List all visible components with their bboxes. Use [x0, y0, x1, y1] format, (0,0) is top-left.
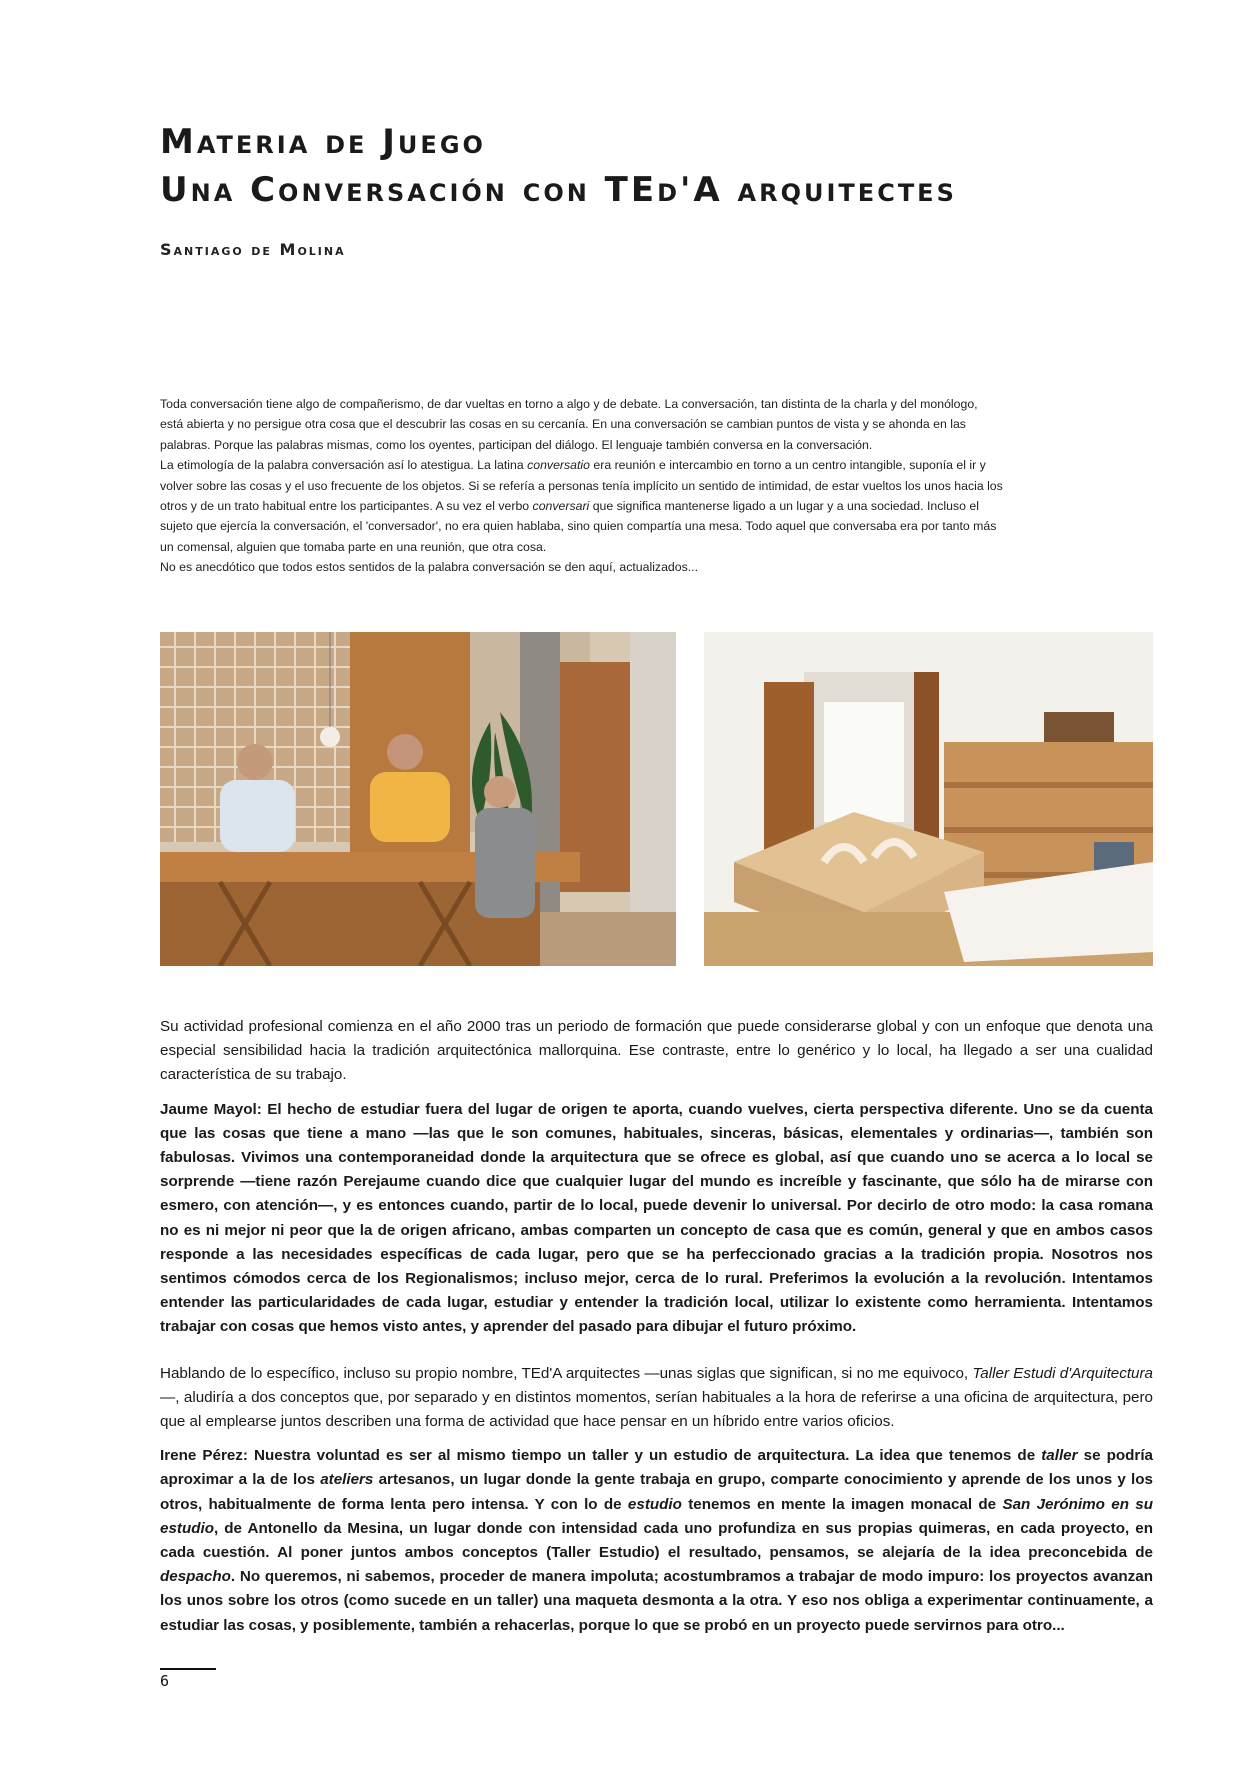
- intro-text: [160, 394, 1004, 578]
- italic-text: ateliers: [320, 1471, 374, 1489]
- intro-paragraph: [160, 557, 1004, 577]
- intro-paragraph: [160, 455, 1004, 557]
- text-run: —, aludiría a dos conceptos que, por separado y en distintos momentos, serían habituales a la hora de referirse a una oficina de arquitectura, pero que al emplearse juntos describen una forma de actividad que hace pensar en un híbrido entre varios oficios.: [160, 1388, 1153, 1431]
- footer-rule: [160, 1668, 216, 1670]
- italic-text: conversatio: [527, 458, 590, 473]
- text-run: . No queremos, ni sabemos, proceder de manera impoluta; acostumbramos a trabajar de modo impuro: los proyectos avanzan los unos sobre los otros (como sucede en un taller) una maqueta desmonta a la otra. Y eso nos obliga a experimentar continuamente, a estudiar las cosas, y posiblemente, también a rehacerlas, porque lo que se probó en un proyecto puede servirnos para otro...: [160, 1568, 1153, 1634]
- title-line-1: Materia de Juego: [160, 122, 486, 162]
- article-body: [160, 1015, 1153, 1648]
- text-run: Jaume Mayol: El hecho de estudiar fuera del lugar de origen te aporta, cuando vuelves, cierta perspectiva diferente. Uno se da cuenta que las cosas que tiene a mano —las que le son comunes, habituales, sinceras, básicas, elementales y ordinarias—, también son fabulosas. Vivimos una contemporaneidad donde la arquitectura que se ofrece es global, así que cuando uno se acerca a lo local se sorprende —tiene razón Perejaume cuando dice que cualquier lugar del mundo es increíble y fascinante, que sólo ha de mirarse con esmero, con atención—, y es entonces cuando, partir de lo local, puede devenir lo universal. Por decirlo de otro modo: la casa romana no es ni mejor ni peor que la de origen africano, ambas comparten un concepto de casa que es común, general y que en ambos casos responde a las necesidades específicas de cada lugar, pero que se ha perfeccionado gracias a la tradición propia. Nosotros nos sentimos cómodos cerca de los Regionalismos; incluso mejor, cerca de lo rural. Preferimos la evolución a la revolución. Intentamos entender las particularidades de cada lugar, estudiar y entender la tradición local, utilizar lo existente como herramienta. Intentamos trabajar con cosas que hemos visto antes, y aprender del pasado para dibujar el futuro próximo.: [160, 1100, 1153, 1336]
- title-line-2: Una Conversación con TEd'A arquitectes: [160, 170, 957, 210]
- text-run: era reunión e intercambio en torno a un centro intangible, suponía el ir y volver sobre las cosas y el uso frecuente de los objetos. Si se refería a personas tenía implícito un sentido de intimidad, de estar vueltos los unos hacia los otros y de un trato habitual entre los participantes. A su vez el verbo: [160, 458, 1003, 514]
- interview-answer: [160, 1444, 1153, 1638]
- page-number: 6: [160, 1672, 170, 1690]
- body-paragraph: [160, 1015, 1153, 1088]
- text-run: Hablando de lo específico, incluso su propio nombre, TEd'A arquitectes —unas siglas que significan, si no me equivoco,: [160, 1364, 973, 1382]
- italic-text: Taller Estudi d'Arquitectura: [972, 1364, 1153, 1382]
- article-title: [160, 118, 957, 214]
- body-paragraph: [160, 1362, 1153, 1435]
- interview-answer: [160, 1098, 1153, 1340]
- text-run: que significa mantenerse ligado a un lugar y a una sociedad. Incluso el sujeto que ejercía la conversación, el 'conversador', no era quien hablaba, sino quien compartía una mesa. Todo aquel que conversaba era por tanto más un comensal, alguien que tomaba parte en una reunión, que otra cosa.: [160, 499, 997, 554]
- italic-text: despacho: [160, 1568, 231, 1586]
- text-run: No es anecdótico que todos estos sentidos de la palabra conversación se den aquí, actualizados...: [160, 560, 698, 575]
- italic-text: San Jerónimo en su estudio: [160, 1495, 1153, 1537]
- author-byline: Santiago de Molina: [160, 240, 346, 259]
- text-run: tenemos en mente la imagen monacal de: [681, 1495, 1003, 1513]
- text-run: Irene Pérez: Nuestra voluntad es ser al mismo tiempo un taller y un estudio de arquitectura. La idea que tenemos de: [160, 1447, 1042, 1465]
- photo-architects-at-table: [160, 632, 676, 966]
- text-run: La etimología de la palabra conversación así lo atestigua. La latina: [160, 458, 528, 473]
- italic-text: estudio: [627, 1495, 682, 1513]
- text-run: se podría aproximar a la de los: [160, 1447, 1153, 1489]
- text-run: Toda conversación tiene algo de compañerismo, de dar vueltas en torno a algo y de debate. La conversación, tan distinta de la charla y del monólogo, está abierta y no persigue otra cosa que el descubrir las cosas en su cercanía. En una conversación se cambian puntos de vista y se ahonda en las palabras. Porque las palabras mismas, como los oyentes, participan del diálogo. El lenguaje también conversa en la conversación.: [160, 397, 978, 452]
- text-run: Su actividad profesional comienza en el año 2000 tras un periodo de formación que puede considerarse global y con un enfoque que denota una especial sensibilidad hacia la tradición arquitectónica mallorquina. Ese contraste, entre lo genérico y lo local, ha llegado a ser una cualidad característica de su trabajo.: [160, 1018, 1153, 1084]
- text-run: artesanos, un lugar donde la gente trabaja en grupo, comparte conocimiento y aprende de los unos y los otros, habitualmente de forma lenta pero intensa. Y con lo de: [160, 1471, 1153, 1513]
- text-run: , de Antonello da Mesina, un lugar donde con intensidad cada uno profundiza en sus propias quimeras, en cada proyecto, en cada cuestión. Al poner juntos ambos conceptos (Taller Estudio) el resultado, pensamos, se alejaría de la idea preconcebida de: [160, 1519, 1153, 1562]
- italic-text: conversari: [532, 499, 590, 514]
- italic-text: taller: [1041, 1447, 1078, 1465]
- photo-studio-models: [704, 632, 1153, 966]
- intro-paragraph: [160, 394, 1004, 455]
